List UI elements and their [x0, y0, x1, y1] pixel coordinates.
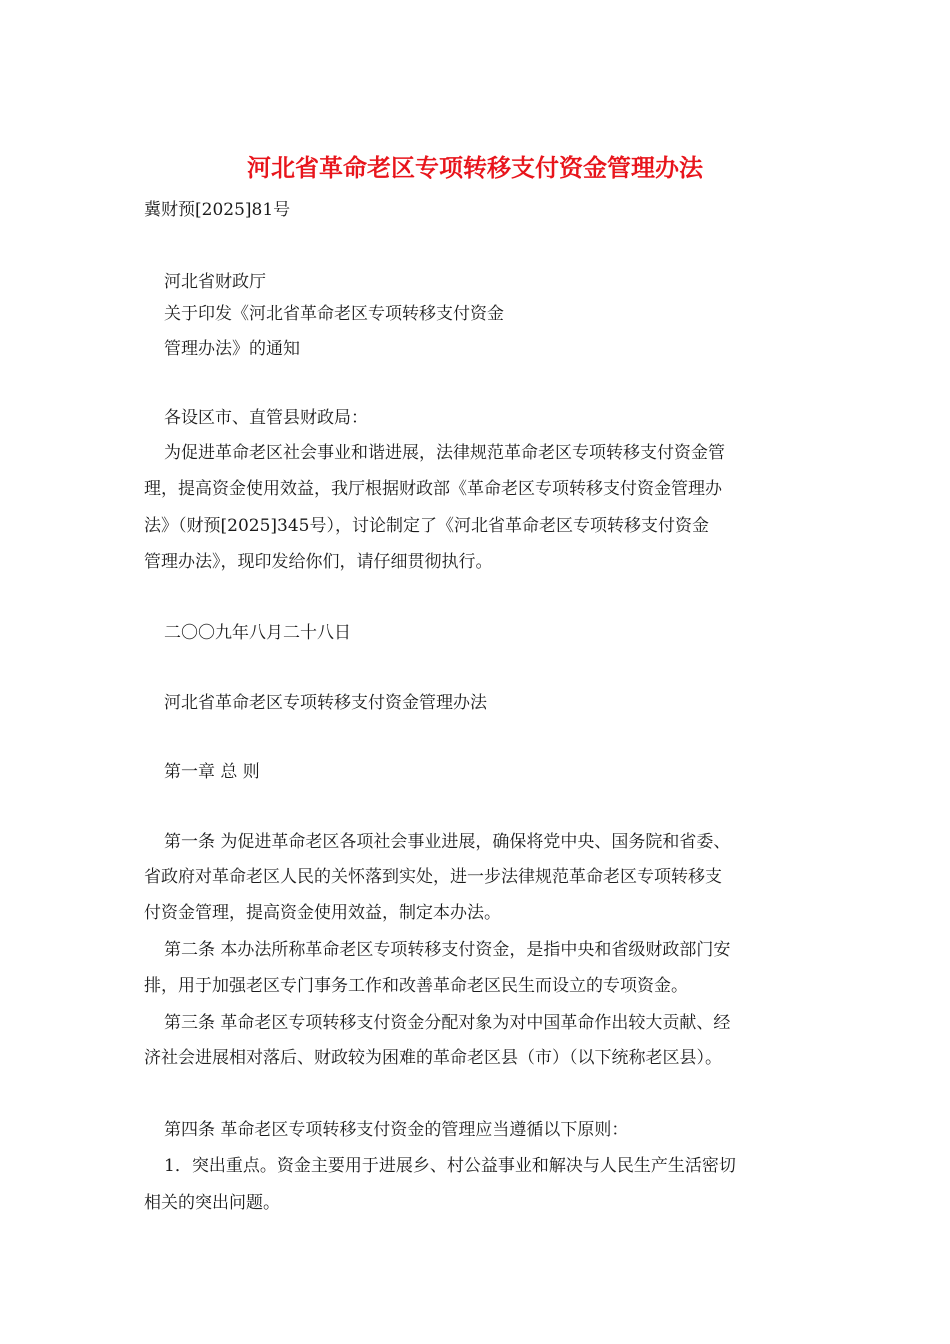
principle-1-line-2: 相关的突出问题。 [144, 1193, 280, 1213]
article-4: 第四条 革命老区专项转移支付资金的管理应当遵循以下原则： [164, 1120, 629, 1140]
article-3-line-2: 济社会进展相对落后、财政较为困难的革命老区县（市）（以下统称老区县）。 [144, 1048, 722, 1068]
article-3-line-1: 第三条 革命老区专项转移支付资金分配对象为对中国革命作出较大贡献、经 [164, 1013, 731, 1033]
doc-number: 冀财预[2025]81号 [144, 200, 291, 220]
intro-line-4: 管理办法》，现印发给你们，请仔细贯彻执行。 [144, 552, 493, 572]
article-2-line-2: 排，用于加强老区专门事务工作和改善革命老区民生而设立的专项资金。 [144, 976, 688, 996]
article-1-line-3: 付资金管理，提高资金使用效益，制定本办法。 [144, 903, 501, 923]
salutation: 各设区市、直管县财政局： [164, 408, 368, 428]
notice-title-line-1: 关于印发《河北省革命老区专项转移支付资金 [164, 304, 504, 324]
intro-line-1: 为促进革命老区社会事业和谐进展，法律规范革命老区专项转移支付资金管 [164, 443, 725, 463]
article-1-line-1: 第一条 为促进革命老区各项社会事业进展，确保将党中央、国务院和省委、 [164, 832, 731, 852]
intro-line-2: 理，提高资金使用效益，我厅根据财政部《革命老区专项转移支付资金管理办 [144, 479, 722, 499]
measure-title: 河北省革命老区专项转移支付资金管理办法 [164, 693, 487, 713]
chapter-heading: 第一章 总 则 [164, 762, 260, 782]
article-2-line-1: 第二条 本办法所称革命老区专项转移支付资金，是指中央和省级财政部门安 [164, 940, 731, 960]
principle-1-line-1: 1．突出重点。资金主要用于进展乡、村公益事业和解决与人民生产生活密切 [164, 1156, 736, 1176]
document-title: 河北省革命老区专项转移支付资金管理办法 [247, 154, 703, 182]
article-1-line-2: 省政府对革命老区人民的关怀落到实处，进一步法律规范革命老区专项转移支 [144, 867, 722, 887]
notice-title-line-2: 管理办法》的通知 [164, 339, 300, 359]
intro-line-3: 法》（财预[2025]345号），讨论制定了《河北省革命老区专项转移支付资金 [144, 516, 709, 536]
issue-date: 二〇〇九年八月二十八日 [164, 623, 351, 643]
issuer: 河北省财政厅 [164, 272, 266, 292]
